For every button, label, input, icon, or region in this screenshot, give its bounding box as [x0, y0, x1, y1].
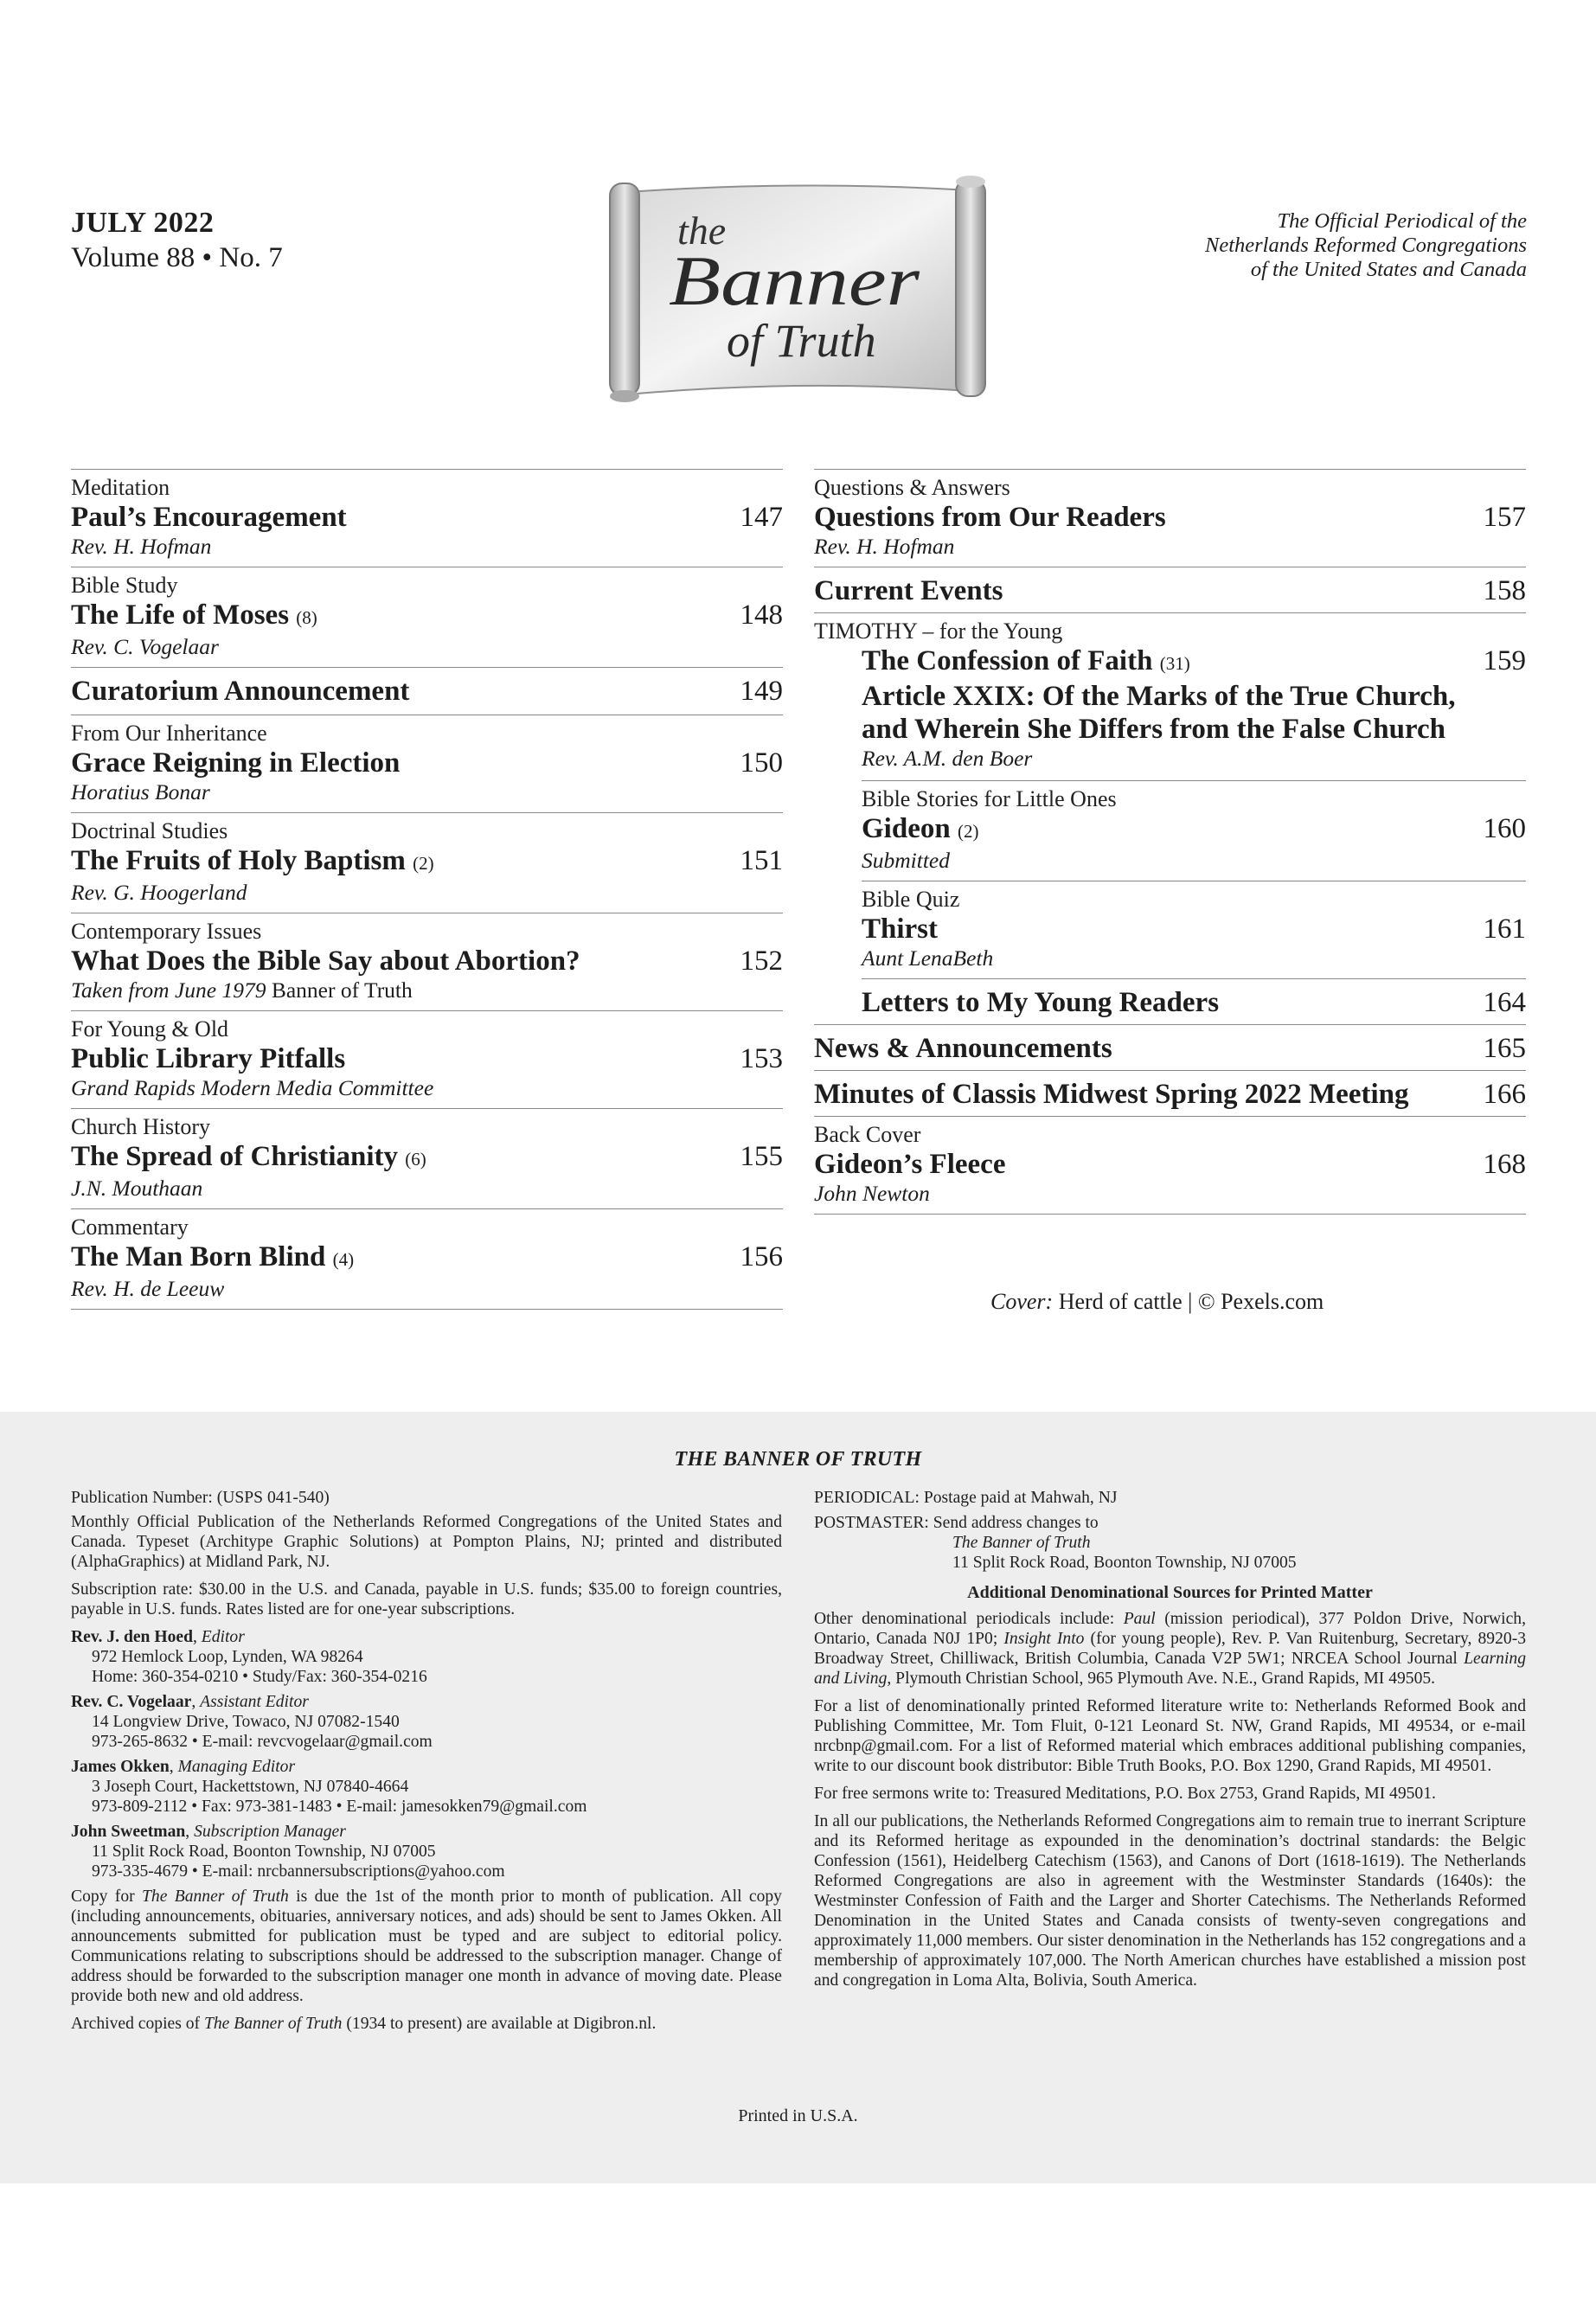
- toc-author: John Newton: [814, 1181, 930, 1206]
- toc-page: 159: [1483, 645, 1526, 676]
- toc-page: 161: [1483, 913, 1526, 945]
- toc-part: (8): [296, 607, 317, 628]
- staff-assistant-editor: Rev. C. Vogelaar, Assistant Editor 14 Longview Drive, Towaco, NJ 07082-1540 973-265-8632 • E-mail: revcvogelaar@gmail.com: [71, 1692, 782, 1752]
- toc-page: 165: [1483, 1033, 1526, 1064]
- toc-part: (31): [1159, 653, 1190, 674]
- toc-title[interactable]: Curatorium Announcement: [71, 676, 410, 707]
- toc-category: For Young & Old: [71, 1016, 229, 1042]
- toc-page: 153: [740, 1043, 783, 1074]
- toc-author: J.N. Mouthaan: [71, 1176, 203, 1201]
- toc-title-text: The Man Born Blind: [71, 1241, 326, 1272]
- cover-label: Cover:: [990, 1289, 1054, 1314]
- toc-title-text: The Spread of Christianity: [71, 1141, 399, 1172]
- periodical-note: PERIODICAL: Postage paid at Mahwah, NJ: [814, 1489, 1118, 1507]
- toc-title-text: The Confession of Faith: [862, 645, 1153, 676]
- cover-text: Herd of cattle | © Pexels.com: [1058, 1289, 1324, 1314]
- tagline-line: Netherlands Reformed Congregations: [1204, 234, 1527, 257]
- tagline-line: The Official Periodical of the: [1277, 209, 1527, 233]
- toc-author: Rev. A.M. den Boer: [862, 746, 1033, 771]
- info-right-column: [814, 1488, 1526, 1998]
- toc-author: Rev. H. de Leeuw: [71, 1276, 225, 1301]
- toc-title[interactable]: Current Events: [814, 575, 1003, 606]
- toc-title[interactable]: [71, 1140, 426, 1176]
- toc-title[interactable]: [862, 644, 1190, 680]
- toc-title-text: Gideon: [862, 813, 951, 844]
- additional-sources-heading: Additional Denominational Sources for Printed Matter: [967, 1583, 1373, 1602]
- toc-part: (4): [332, 1249, 355, 1270]
- toc-author: Aunt LenaBeth: [862, 945, 994, 971]
- toc-page: 166: [1483, 1079, 1526, 1110]
- toc-part: (2): [413, 853, 434, 874]
- staff-name: James Okken: [71, 1758, 170, 1776]
- toc-title[interactable]: Gideon’s Fleece: [814, 1149, 1006, 1180]
- toc-category: Church History: [71, 1114, 211, 1139]
- toc-entry-timothy[interactable]: [814, 612, 1526, 780]
- toc-left-column: [71, 469, 783, 1310]
- staff-address: 14 Longview Drive, Towaco, NJ 07082-1540: [92, 1713, 400, 1731]
- toc-entry[interactable]: [814, 1116, 1526, 1215]
- toc-part: (2): [957, 821, 979, 842]
- toc-category: TIMOTHY – for the Young: [814, 619, 1063, 644]
- toc-title[interactable]: Thirst: [862, 913, 939, 945]
- toc-author: Rev. H. Hofman: [71, 534, 212, 559]
- toc-page: 168: [1483, 1149, 1526, 1180]
- toc-entry[interactable]: [71, 1108, 783, 1208]
- toc-part: (6): [405, 1149, 426, 1170]
- logo-text-the: the: [677, 208, 727, 253]
- staff-name: John Sweetman: [71, 1823, 186, 1841]
- toc-author: Horatius Bonar: [71, 779, 210, 804]
- toc-category: From Our Inheritance: [71, 721, 267, 746]
- toc-entry[interactable]: [71, 567, 783, 667]
- toc-entry[interactable]: [814, 469, 1526, 567]
- toc-entry[interactable]: [814, 1024, 1526, 1070]
- toc-title[interactable]: What Does the Bible Say about Abortion?: [71, 945, 580, 977]
- toc-page: 152: [740, 945, 783, 977]
- staff-contact: 973-335-4679 • E-mail: nrcbannersubscriptions@yahoo.com: [92, 1862, 505, 1881]
- monthly-note: Monthly Official Publication of the Netherlands Reformed Congregations of the United States and Canada. Typeset (Architype Graphic Solutions) at Pompton Plains, NJ; printed and distributed (AlphaGraphics) at Midland Park, NJ.: [71, 1513, 782, 1571]
- issue-date: JULY 2022: [71, 207, 215, 239]
- toc-title[interactable]: News & Announcements: [814, 1033, 1112, 1064]
- toc-category: Questions & Answers: [814, 475, 1010, 500]
- toc-page: 164: [1483, 987, 1526, 1018]
- toc-category: Bible Stories for Little Ones: [862, 786, 1117, 811]
- toc-author-text: Taken from June 1979: [71, 977, 266, 1003]
- toc-title[interactable]: [71, 599, 317, 634]
- staff-contact: 973-809-2112 • Fax: 973-381-1483 • E-mail: jamesokken79@gmail.com: [92, 1798, 587, 1816]
- staff-name: Rev. J. den Hoed: [71, 1628, 193, 1646]
- staff-role: Editor: [201, 1628, 245, 1646]
- toc-title[interactable]: [71, 1240, 354, 1276]
- toc-category: Bible Study: [71, 573, 178, 598]
- toc-category: Bible Quiz: [862, 887, 960, 912]
- toc-entry[interactable]: [862, 881, 1526, 978]
- toc-page: 147: [740, 502, 783, 533]
- toc-author-source: Banner of Truth: [271, 977, 413, 1003]
- logo-text-banner: Banner: [669, 241, 921, 320]
- info-title: THE BANNER OF TRUTH: [674, 1448, 922, 1471]
- literature-note: For a list of denominationally printed Reformed literature write to: Netherlands Reformed Book and Publishing Committee, Mr. Tom Fluit, 0-121 Leonard St. NW, Grand Rapids, MI 49534, or e-mail nrcbnp@gmail.com. For a list of Reformed material which embraces additional publishing companies, write to our discount book distributor: Bible Truth Books, P.O. Box 1290, Grand Rapids, MI 49501.: [814, 1697, 1526, 1775]
- staff-address: 3 Joseph Court, Hackettstown, NJ 07840-4664: [92, 1778, 409, 1796]
- publication-info-box: [0, 1412, 1596, 2183]
- toc-page: 156: [740, 1241, 783, 1272]
- archive-note: Archived copies of The Banner of Truth (1934 to present) are available at Digibron.nl.: [71, 2015, 657, 2033]
- tagline-line: of the United States and Canada: [1250, 258, 1527, 281]
- toc-page: 158: [1483, 575, 1526, 606]
- staff-role: Managing Editor: [177, 1758, 296, 1776]
- toc-category: Commentary: [71, 1215, 189, 1240]
- info-left-column: [71, 1488, 782, 2041]
- postmaster-note: [814, 1513, 1526, 1573]
- staff-address: 972 Hemlock Loop, Lynden, WA 98264: [92, 1648, 363, 1666]
- issue-volume: Volume 88 • No. 7: [71, 242, 283, 273]
- toc-author: [71, 977, 783, 1003]
- sermons-note: For free sermons write to: Treasured Meditations, P.O. Box 2753, Grand Rapids, MI 49501.: [814, 1785, 1436, 1803]
- toc-title[interactable]: Public Library Pitfalls: [71, 1043, 346, 1074]
- staff-editor: Rev. J. den Hoed, Editor 972 Hemlock Loop, Lynden, WA 98264 Home: 360-354-0210 • Study/Fax: 360-354-0216: [71, 1627, 782, 1687]
- staff-address: 11 Split Rock Road, Boonton Township, NJ 07005: [92, 1843, 436, 1861]
- toc-entry[interactable]: [71, 812, 783, 913]
- toc-entry[interactable]: [71, 1010, 783, 1108]
- other-periodicals: Other denominational periodicals include: Paul (mission periodical), 377 Poldon Drive, Norwich, Ontario, Canada N0J 1P0; Insight Into (for young people), Rev. P. Van Ruitenburg, Secretary, 8920-3 Broadway Street, Chilliwack, British Columbia, Canada V2P 5W1; NRCEA School Journal Learning and Living, Plymouth Christian School, 965 Plymouth Ave. N.E., Grand Rapids, MI 49505.: [814, 1610, 1527, 1688]
- toc-entry[interactable]: [862, 978, 1526, 1024]
- postmaster-address: 11 Split Rock Road, Boonton Township, NJ 07005: [952, 1554, 1297, 1572]
- toc-title[interactable]: Grace Reigning in Election: [71, 747, 401, 779]
- issue-info: [71, 206, 283, 275]
- toc-category: Doctrinal Studies: [71, 818, 228, 843]
- toc-page: 148: [740, 599, 783, 631]
- toc-category: Back Cover: [814, 1122, 921, 1147]
- toc-entry[interactable]: [71, 667, 783, 715]
- toc-entry[interactable]: [814, 1070, 1526, 1116]
- publications-statement: In all our publications, the Netherlands Reformed Congregations aim to remain true to inerrant Scripture and its Reformed heritage as expounded in the denomination’s doctrinal standards: the Belgic Confession (1561), Heidelberg Catechism (1563), and Canons of Dort (1618-1619). The Netherlands Reformed Congregations are also in agreement with the Westminster Standards (1640s): the Westminster Confession of Faith and the Larger and Shorter Catechisms. The Netherlands Reformed Denomination in the United States and Canada consists of twenty-seven congregations and approximately 11,000 members. Our sister denomination in the Netherlands has 152 congregations and a membership of approximately 107,000. The North American churches have established a mission post and congregation in Loma Alta, Bolivia, South America.: [814, 1812, 1526, 1990]
- toc-entry[interactable]: [814, 567, 1526, 612]
- copy-deadline: Copy for The Banner of Truth is due the 1st of the month prior to month of publication. All copy (including announcements, obituaries, anniversary notices, and ads) should be sent to James Okken. All announcements submitted for publication must be typed and are subject to editorial policy. Communications relating to subscriptions should be addressed to the subscription manager. Change of address should be forwarded to the subscription manager one month in advance of moving date. Please provide both new and old address.: [71, 1888, 782, 2005]
- toc-entry[interactable]: [71, 469, 783, 567]
- toc-entry[interactable]: [862, 780, 1526, 881]
- toc-title[interactable]: Letters to My Young Readers: [862, 987, 1220, 1018]
- publication-number: Publication Number: (USPS 041-540): [71, 1489, 330, 1507]
- toc-entry[interactable]: [71, 913, 783, 1010]
- toc-entry[interactable]: [71, 1208, 783, 1310]
- toc-title-text: The Life of Moses: [71, 599, 290, 631]
- staff-subscription-manager: John Sweetman, Subscription Manager 11 Split Rock Road, Boonton Township, NJ 07005 973-335-4679 • E-mail: nrcbannersubscriptions@yahoo.com: [71, 1822, 782, 1881]
- toc-title[interactable]: Questions from Our Readers: [814, 502, 1166, 533]
- toc-author: Rev. H. Hofman: [814, 534, 955, 559]
- toc-category: Meditation: [71, 475, 170, 500]
- toc-title[interactable]: Paul’s Encouragement: [71, 502, 347, 533]
- toc-title[interactable]: [862, 812, 978, 848]
- logo-text-of-truth: of Truth: [727, 315, 876, 367]
- toc-author: Grand Rapids Modern Media Committee: [71, 1075, 434, 1100]
- toc-subtitle: Article XXIX: Of the Marks of the True Church,: [862, 681, 1456, 712]
- postmaster-recipient: The Banner of Truth: [952, 1534, 1091, 1552]
- subscription-rate: Subscription rate: $30.00 in the U.S. and Canada, payable in U.S. funds; $35.00 to foreign countries, payable in U.S. funds. Rates listed are for one-year subscriptions.: [71, 1580, 782, 1618]
- toc-title-text: The Fruits of Holy Baptism: [71, 845, 406, 876]
- toc-subtitle: and Wherein She Differs from the False Church: [862, 714, 1445, 745]
- toc-author: Submitted: [862, 848, 950, 873]
- tagline: [1077, 209, 1527, 282]
- toc-right-column: [814, 469, 1526, 1215]
- cover-credit: [990, 1289, 1324, 1315]
- toc-category: Contemporary Issues: [71, 919, 262, 944]
- toc-page: 157: [1483, 502, 1526, 533]
- toc-page: 155: [740, 1141, 783, 1172]
- toc-page: 160: [1483, 813, 1526, 844]
- staff-role: Subscription Manager: [194, 1823, 346, 1841]
- staff-contact: Home: 360-354-0210 • Study/Fax: 360-354-0216: [92, 1668, 427, 1686]
- postmaster-text: POSTMASTER: Send address changes to: [814, 1514, 1099, 1532]
- staff-contact: 973-265-8632 • E-mail: revcvogelaar@gmail.com: [92, 1733, 433, 1751]
- toc-page: 150: [740, 747, 783, 779]
- toc-page: 151: [740, 845, 783, 876]
- printed-in: Printed in U.S.A.: [738, 2106, 858, 2125]
- toc-page: 149: [740, 676, 783, 707]
- banner-of-truth-logo: [601, 173, 995, 411]
- staff-name: Rev. C. Vogelaar: [71, 1693, 192, 1711]
- toc-author: Rev. C. Vogelaar: [71, 634, 219, 659]
- toc-author: Rev. G. Hoogerland: [71, 880, 247, 905]
- toc-entry[interactable]: [71, 715, 783, 812]
- toc-title[interactable]: [71, 844, 434, 880]
- toc-title[interactable]: Minutes of Classis Midwest Spring 2022 Meeting: [814, 1079, 1409, 1110]
- staff-managing-editor: James Okken, Managing Editor 3 Joseph Court, Hackettstown, NJ 07840-4664 973-809-2112 • Fax: 973-381-1483 • E-mail: jamesokken79@gmail.com: [71, 1757, 782, 1817]
- staff-role: Assistant Editor: [200, 1693, 309, 1711]
